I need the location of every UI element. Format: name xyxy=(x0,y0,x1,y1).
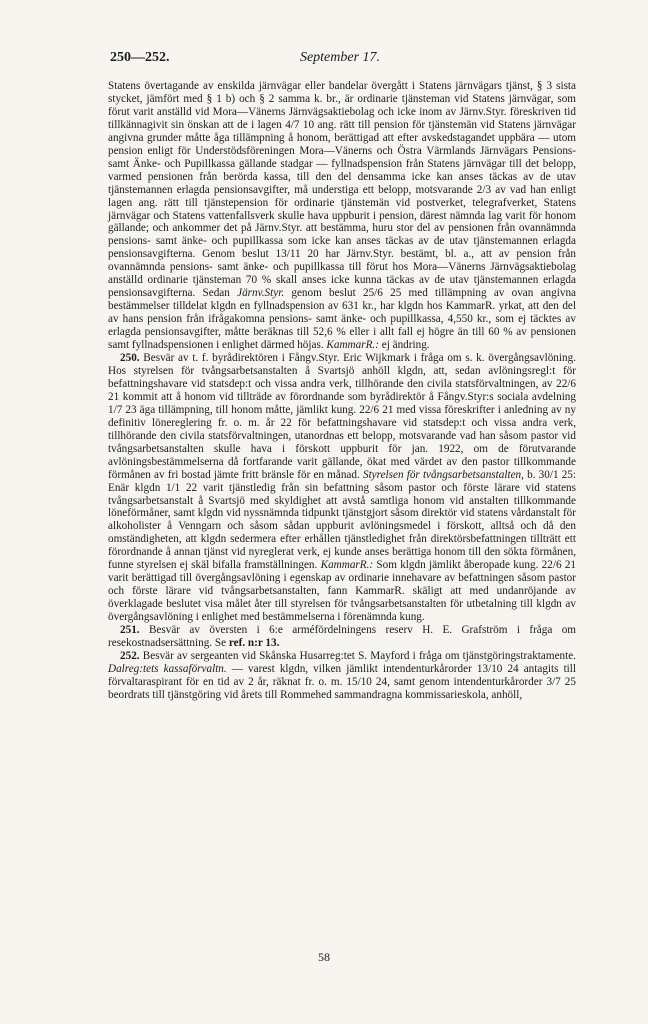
text: ej ändring. xyxy=(381,339,430,352)
entry-251 xyxy=(108,624,576,650)
text: Besvär av t. f. byrådirektören i Fångv.Styr. Eric Wijkmark i fråga om s. k. övergångsavlöning. Hos styrelsen för tvångsarbetsanstalten å Svartsjö anhöll klgdn, att, sedan avlöningsregl:t för befattningshavare vid statsdep:t och vissa andra verk, tillhörande den civila statsförvaltningen, av 22/6 21 kommit att å honom vid tillträde av förordnande som byrådirektör å Fångv.Styr:s sociala avdelning 1/7 23 äga tillämpning, till honom måtte, jämlikt kung. 22/6 21 med vissa föreskrifter i anledning av ny definitiv lönereglering fr. o. m. år 22 för befattningshavare vid statsdep:t och vissa andra verk, tillhörande den civila statsförvaltningen, utanordnas ett belopp, motsvarande vad han såsom pastor vid tvångsarbetsanstalten skulle hava i förskott uppburit för jan. 1922, om de förutvarande avlöningsbestämmelserna då fortfarande varit gällande, ökat med värdet av den pastor tillkommande förmånen av fri bostad jämte fritt bränsle för en månad. xyxy=(108,352,576,481)
text: Som klgdn jämlikt åberopade kung. 22/6 21 varit berättigad till övergångsavlöning i egenskap av ordinarie innehavare av befattningen såsom pastor och förste lärare vid tvångsarbetsanstalten, fann KammarR. skäligt att med undanröjande av överklagade beslutet visa målet åter till styrelsen för tvångsarbetsanstalten för utbetalning till klgdn av övergångsavlöning i enlighet med bestämmelserna i förenämnda kung. xyxy=(108,559,577,624)
page-date: September 17. xyxy=(299,50,381,65)
italic-text: Styrelsen för tvångsarbetsanstalten, xyxy=(362,468,524,481)
text: Statens övertagande av enskilda järnvägar eller bandelar övergått i Statens järnvägars tjänst, § 3 sista stycket, jämfört med § 1 b) och § 2 samma k. br., är ordinarie tjänsteman vid Statens järnvägar, som förut varit anställd vid Mora—Vänerns Järnvägsaktiebolag och icke inom av Järnv.Styr. föreskriven tid tillkännagivit sin önskan att de i lagen 4/7 10 ang. rätt till pension för tjänstemän vid Statens järnvägar angivna grunder måtte åga tillämpning å honom, berättigad att efter avskedstagandet uppbära — utom pension enligt för Understödsföreningen Mora—Vänerns och Östra Värmlands Järnvägars Pensions- samt Änke- och Pupillkassa gällande stadgar — fyllnadspension från Statens järnvägar till det belopp, varmed pensionen från berörda kassa, till den del densamma icke kan anses täckas av de utav tjänstemannen erlagda pensionsavgifter, må understiga ett belopp, motsvarande 2/3 av vad han enligt lagen ang. rätt till tjänstepension för ordinarie tjänstemän vid postverket, telegrafverket, Statens järnvägar och Statens vattenfallsverk skulle hava uppburit i pension, därest nämnda lag varit för honom gällande; och ankommer det på Järnv.Styr. att bestämma, huru stor del av pensionen från ovannämnda pensions- samt änke- och pupillkassa som icke kan anses täckas av de utav tjänstemannen erlagda pensionsavgifterna. Genom beslut 13/11 20 har Järnv.Styr. bestämt, bl. a., att av pension från ovannämnda pensions- samt änke- och pupillkassa till förut hos Mora—Vänerns Järnvägsaktiebolag anställd ordinarie tjänsteman 70 % skall anses icke kunna täckas av de utav tjänstemannen erlagda pensionsavgifterna. Sedan xyxy=(108,80,576,300)
page-number: 58 xyxy=(318,950,330,964)
page-header xyxy=(110,50,570,74)
italic-text: KammarR.: xyxy=(320,559,374,572)
text: genom beslut 25/6 25 med tillämpning av ovan angivna bestämmelser tilldelat klgdn en fyllnadspension av 631 kr., har klgdn hos KammarR. yrkat, att den del av hans pension från ifrågakomna pensions- samt änke- och pupillkassa, 4,550 kr., som ej täcktes av erlagda pensionsavgifter, måtte beräknas till 52,6 % eller i allt fall ej högre än till 60 % av pensionen samt fyllnadspensionen i enlighet därmed höjas. xyxy=(108,287,577,352)
paragraph-statens xyxy=(108,80,576,352)
entry-252 xyxy=(108,650,576,702)
entry-range: 250—252. xyxy=(110,50,170,65)
cross-reference: ref. n:r 13. xyxy=(228,636,280,649)
entry-250 xyxy=(108,352,576,624)
italic-text: KammarR.: xyxy=(326,339,379,352)
entry-number: 251. xyxy=(120,624,140,637)
text: Besvär av sergeanten vid Skånska Husarreg:tet S. Mayford i fråga om tjänstgöringstraktamente. xyxy=(142,649,577,662)
entry-number: 252. xyxy=(120,649,140,662)
entry-number: 250. xyxy=(120,352,140,365)
text: Besvär av översten i 6:e arméfördelningens reserv H. E. Grafström i fråga om resekostnadsersättning. Se xyxy=(108,624,576,649)
italic-text: Dalreg:tets kassaförvaltn. xyxy=(108,662,227,675)
text: b. 30/1 25: Enär klgdn 1/1 22 varit tjänstledig från sin befattning såsom pastor och förste lärare vid statens tvångsarbetsanstalt å Svartsjö med skyldighet att avstå samtliga honom vid anstalten tillkommande löneförmåner, samt klgdn vid nyssnämnda tidpunkt tjänstgjort såsom direktör vid statens vårdanstalt för alkoholister å Venngarn och såsom sådan uppburit avlöningsmedel i förskott, alltså och då den omständigheten, att klgdn sedermera efter erhållen tjänstledighet från direktörsbefattningen tillträtt ett förordnande å annan tjänst vid nyreglerat verk, ej kunde anses berättiga honom till den sökta förmånen, funne styrelsen ej skäl bifalla framställningen. xyxy=(108,468,577,572)
document-body xyxy=(108,80,576,702)
text: — varest klgdn, vilken jämlikt intendenturkårorder 13/10 24 antagits till förvaltaraspirant för en tid av 2 år, räknat fr. o. m. 15/10 24, samt genom intendenturkårorder 3/7 25 beordrats till tjänstgöring vid årets till Rommehed sammandragna kommissarieskola, anhöll, xyxy=(108,662,577,701)
italic-text: Järnv.Styr. xyxy=(237,287,285,300)
